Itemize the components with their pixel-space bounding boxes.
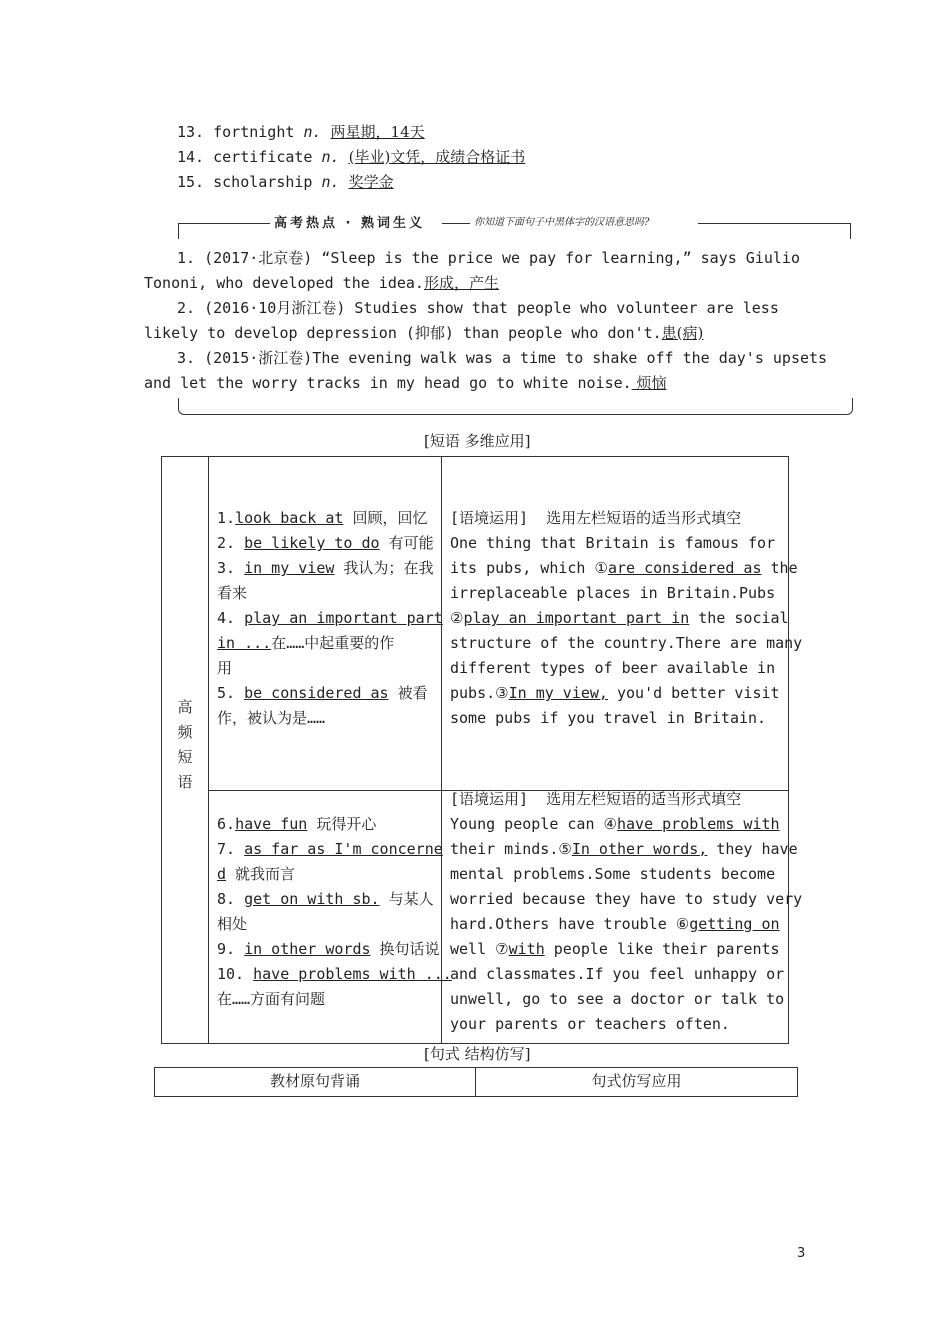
example-text: Tononi, who developed the idea. <box>144 274 424 292</box>
line-text: you'd better visit <box>607 684 780 702</box>
line-text: 玩得开心 <box>307 814 377 833</box>
cell-line <box>217 812 376 837</box>
line-text: the social <box>689 609 789 627</box>
section-heading-sentences: [句式 结构仿写] <box>424 1045 531 1063</box>
line-text: 有可能 <box>379 534 434 552</box>
line-text: 就我而言 <box>226 864 296 883</box>
cell-line <box>450 531 775 556</box>
line-text: your parents or teachers often. <box>450 1014 730 1033</box>
answer-blank: look back at <box>235 509 344 527</box>
line-text: its pubs, which ① <box>450 559 608 577</box>
line-text: hard.Others have trouble ⑥ <box>450 914 690 933</box>
example-answer: 患(病) <box>661 324 704 342</box>
vocab-word: 15. scholarship <box>177 173 322 191</box>
line-text: they have <box>707 839 798 858</box>
side-label-char: 语 <box>177 773 193 791</box>
line-text: different types of beer available in <box>450 659 776 677</box>
cell-line <box>450 606 789 631</box>
line-text: 我认为；在我 <box>334 559 434 577</box>
cell-line <box>450 556 798 581</box>
side-label-char: 频 <box>177 723 193 741</box>
example-line: 1. (2017·北京卷) “Sleep is the price we pay for learning,” says Giulio <box>177 249 800 267</box>
vocab-pos: n. <box>321 148 340 166</box>
example-line: 3. (2015·浙江卷)The evening walk was a time to shake off the day's upsets <box>177 349 828 367</box>
cell-line <box>217 581 247 606</box>
cell-line <box>217 631 394 656</box>
cell-line <box>217 531 434 556</box>
line-text: 7. <box>217 839 245 858</box>
side-label-char: 高 <box>177 698 193 716</box>
line-text: [语境运用] 选用左栏短语的适当形式填空 <box>450 509 742 527</box>
cell-line <box>450 837 798 862</box>
line-text: 换句话说 <box>370 939 440 958</box>
line-text: people like their parents <box>544 939 780 958</box>
line-text: 在……方面有问题 <box>217 989 326 1008</box>
answer-blank: as far as I'm concerne <box>244 839 443 858</box>
cell-line <box>450 1012 730 1037</box>
line-text: 1. <box>217 509 236 527</box>
line-text: 相处 <box>217 914 248 933</box>
answer-blank: be considered as <box>244 684 389 702</box>
line-text: 8. <box>217 889 245 908</box>
line-text: irreplaceable places in Britain.Pubs <box>450 584 776 602</box>
header-imitation: 句式仿写应用 <box>591 1072 682 1090</box>
header-original-sentence: 教材原句背诵 <box>269 1072 360 1090</box>
line-text: 4. <box>217 609 245 627</box>
line-text: 作，被认为是…… <box>217 709 326 727</box>
cell-line <box>217 987 325 1012</box>
line-text: the <box>761 559 798 577</box>
line-text: 5. <box>217 684 245 702</box>
vocab-meaning: (毕业)文凭，成绩合格证书 <box>348 148 526 166</box>
answer-blank: In my view, <box>508 684 608 702</box>
line-text: ② <box>450 609 464 627</box>
vocab-pos: n. <box>303 123 322 141</box>
line-text: and classmates.If you feel unhappy or <box>450 964 785 983</box>
vocab-meaning: 两星期，14天 <box>330 123 425 141</box>
cell-line <box>450 812 780 837</box>
context-bottom-cell <box>442 789 803 1043</box>
hot-topic-banner <box>178 207 851 241</box>
example-line <box>144 371 666 396</box>
answer-blank: with <box>508 939 545 958</box>
cell-line <box>217 656 232 681</box>
line-text: unwell, go to see a doctor or talk to <box>450 989 785 1008</box>
answer-blank: play an important part in <box>463 609 690 627</box>
section-heading-phrases: [短语 多维应用] <box>424 432 531 450</box>
cell-line <box>217 912 247 937</box>
answer-blank: be likely to do <box>244 534 380 552</box>
example-text: likely to develop depression (抑郁) than people who don't. <box>144 324 662 342</box>
side-label <box>162 695 208 795</box>
answer-blank: in ... <box>217 634 272 652</box>
line-text: 3. <box>217 559 245 577</box>
line-text: structure of the country.There are many <box>450 634 803 652</box>
vocab-meaning: 奖学金 <box>348 173 394 191</box>
line-text: 2. <box>217 534 245 552</box>
cell-line <box>450 631 802 656</box>
line-text: 回顾，回忆 <box>343 509 428 527</box>
answer-blank: in my view <box>244 559 335 577</box>
answer-blank: have problems with ... <box>253 964 452 983</box>
line-text: pubs.③ <box>450 684 509 702</box>
cell-line <box>217 556 433 581</box>
cell-line <box>450 862 775 887</box>
phrases-top-cell <box>209 457 442 791</box>
line-text: [语境运用] 选用左栏短语的适当形式填空 <box>450 789 742 808</box>
cell-line <box>217 506 427 531</box>
vocab-item <box>177 145 525 170</box>
answer-blank: play an important part <box>244 609 443 627</box>
cell-line <box>450 937 780 962</box>
line-text: some pubs if you travel in Britain. <box>450 709 767 727</box>
cell-line <box>450 506 741 531</box>
banner-box-bottom <box>178 398 853 415</box>
side-label-char: 短 <box>177 748 193 766</box>
sentence-table <box>154 1067 798 1097</box>
cell-line <box>450 962 784 987</box>
cell-line <box>217 706 325 731</box>
cell-line <box>217 887 434 912</box>
line-text: One thing that Britain is famous for <box>450 534 776 552</box>
example-answer: 形成，产生 <box>423 274 499 292</box>
vocab-word: 14. certificate <box>177 148 322 166</box>
vocab-pos: n. <box>321 173 340 191</box>
cell-line <box>450 581 775 606</box>
line-text: mental problems.Some students become <box>450 864 776 883</box>
line-text: 看来 <box>217 584 248 602</box>
page-number: 3 <box>797 1246 806 1261</box>
cell-line <box>450 706 766 731</box>
phrases-bottom-cell <box>209 790 452 1043</box>
example-answer: 烦恼 <box>631 374 667 392</box>
vocab-word: 13. fortnight <box>177 123 304 141</box>
vocab-item <box>177 120 425 145</box>
answer-blank: have fun <box>235 814 308 833</box>
answer-blank: have problems with <box>616 814 780 833</box>
answer-blank: are considered as <box>607 559 762 577</box>
line-text: 在……中起重要的作 <box>271 634 395 652</box>
answer-blank: getting on <box>689 914 780 933</box>
example-line <box>144 321 703 346</box>
answer-blank: get on with sb. <box>244 889 380 908</box>
line-text: worried because they have to study very <box>450 889 803 908</box>
cell-line <box>217 862 295 887</box>
answer-blank: in other words <box>244 939 371 958</box>
cell-line <box>450 787 741 812</box>
vocab-item <box>177 170 394 195</box>
line-text: well ⑦ <box>450 939 509 958</box>
line-text: 9. <box>217 939 245 958</box>
banner-title: 高考热点 · 熟词生义 <box>274 216 425 231</box>
phrase-table <box>161 456 803 1044</box>
cell-line <box>217 962 452 987</box>
context-top-cell <box>442 457 803 791</box>
cell-line <box>450 912 780 937</box>
example-line <box>144 271 499 296</box>
spacer <box>340 148 349 166</box>
line-text: 被看 <box>388 684 428 702</box>
cell-line <box>217 837 443 862</box>
line-text: 10. <box>217 964 254 983</box>
line-text: 6. <box>217 814 236 833</box>
cell-line <box>450 656 775 681</box>
spacer <box>340 173 349 191</box>
line-text: their minds.⑤ <box>450 839 572 858</box>
cell-line <box>217 606 443 631</box>
cell-line <box>217 937 440 962</box>
example-text: and let the worry tracks in my head go to white noise. <box>144 374 632 392</box>
line-text: 用 <box>217 659 233 677</box>
spacer <box>322 123 331 141</box>
answer-blank: In other words, <box>571 839 708 858</box>
cell-line <box>450 987 784 1012</box>
cell-line <box>450 887 802 912</box>
line-text: Young people can ④ <box>450 814 617 833</box>
line-text: 与某人 <box>379 889 434 908</box>
banner-hint: 你知道下面句子中黑体字的汉语意思吗? <box>474 217 650 228</box>
side-label-cell <box>162 457 209 1044</box>
cell-line <box>217 681 428 706</box>
example-line: 2. (2016·10月浙江卷) Studies show that people who volunteer are less <box>177 299 779 317</box>
cell-line <box>450 681 780 706</box>
answer-blank: d <box>217 864 227 883</box>
